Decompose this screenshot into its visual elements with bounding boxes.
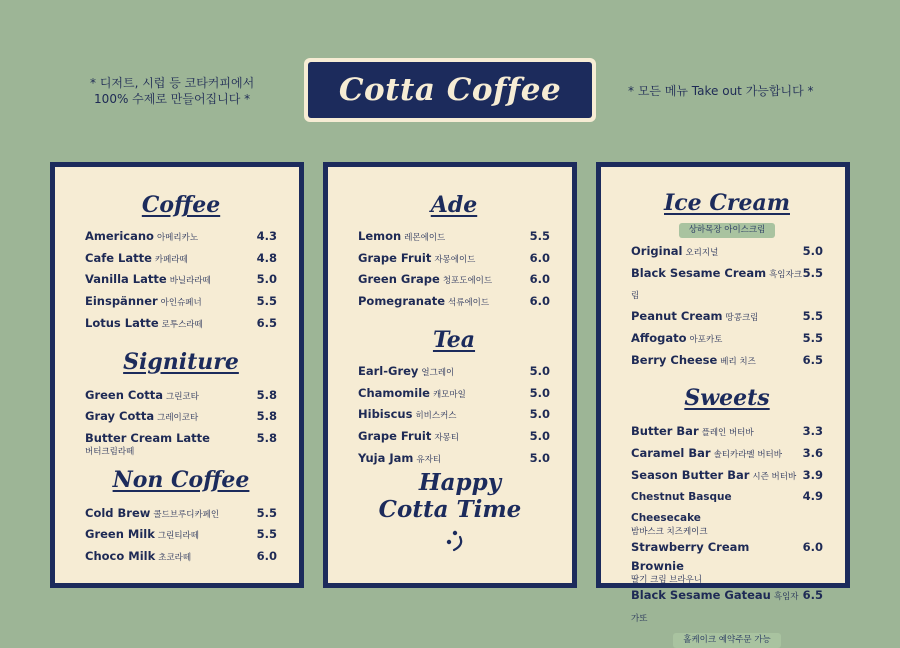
menu-item: Black Sesame Gateau 흑임자가또 6.5 [631,588,823,624]
menu-item: Pomegranate 석류에이드 6.0 [358,294,550,309]
menu-item: Einspänner 아인슈페너 5.5 [85,294,277,309]
menu-item: Green Grape 청포도에이드 6.0 [358,272,550,287]
menu-item: Earl-Grey 얼그레이 5.0 [358,363,550,378]
happy-cotta-time-script [328,469,572,523]
section-title-icecream: Ice Cream [664,190,790,216]
badge-icecream: 상하목장 아이스크림 [679,223,776,238]
section-title-noncoffee: Non Coffee [112,466,250,493]
section-title-ade: Ade [430,192,478,218]
menu-item: Gray Cotta 그레이코타 5.8 [85,409,277,424]
menu-item: Cafe Latte 카페라떼 4.8 [85,250,277,265]
section-title-signature: Signiture [123,348,239,375]
menu-item: Caramel Bar 솔티카라멜 버터바 3.6 [631,445,823,460]
menu-item: Chestnut Basque Cheesecake 밤바스크 치즈케이크 4.9 [631,489,823,537]
note-left-line1: * 디저트, 시럽 등 코타커피에서 [90,76,255,90]
menu-item: Season Butter Bar 시즌 버터바 3.9 [631,467,823,482]
menu-item: Choco Milk 초코라떼 6.0 [85,549,277,564]
header-note-right: * 모든 메뉴 Take out 가능합니다 * [628,84,814,98]
logo-badge [304,58,596,122]
menu-item: Chamomile 캐모마일 5.0 [358,385,550,400]
menu-item: Americano 아메리카노 4.3 [85,229,277,243]
menu-item: Peanut Cream 땅콩크림 5.5 [631,309,823,324]
header-note-left [90,75,254,107]
menu-item: Lotus Latte 로투스라떼 6.5 [85,315,277,330]
menu-item: Cold Brew 콜드브루디카페인 5.5 [85,505,277,520]
menu-item: Green Cotta 그린코타 5.8 [85,387,277,402]
menu-item: Vanilla Latte 바닐라라떼 5.0 [85,272,277,287]
logo-text: Cotta Coffee [338,72,562,108]
happy-line2: Cotta Time [378,496,522,523]
happy-line1: Happy [418,469,502,496]
menu-item: Green Milk 그린티라떼 5.5 [85,527,277,542]
menu-item: Original 오리지널 5.0 [631,244,823,258]
menu-item: Grape Fruit 자몽티 5.0 [358,428,550,443]
menu-item: Berry Cheese 베리 치즈 6.5 [631,352,823,367]
menu-card-inner [328,167,572,583]
menu-card-inner [601,167,845,645]
menu-card-ade-tea [323,162,577,588]
note-left-line2: 100% 수제로 만들어집니다 * [94,92,251,106]
menu-item: Lemon 레몬에이드 5.5 [358,229,550,243]
menu-card-inner [55,167,299,583]
menu-item: Butter Cream Latte 버터크림라떼 5.8 [85,430,277,457]
menu-card-coffee [50,162,304,588]
menu-item: Hibiscus 히비스커스 5.0 [358,407,550,422]
menu-item: Grape Fruit 자몽에이드 6.0 [358,250,550,265]
section-title-sweets: Sweets [684,385,770,412]
logo-panel [308,62,592,118]
menu-card-icecream-sweets [596,162,850,645]
menu-item: Affogato 아포카토 5.5 [631,330,823,345]
menu-item: Strawberry Cream Brownie 딸기 크림 브라우니 6.0 [631,539,823,586]
section-title-coffee: Coffee [141,192,221,218]
menu-item: Black Sesame Cream 흑임자크림 5.5 [631,265,823,302]
badge-sweets: 홀케이크 예약주문 가능 [673,633,781,648]
menu-item: Butter Bar 플레인 버터바 3.3 [631,424,823,439]
menu-item: Yuja Jam 유자티 5.0 [358,450,550,465]
section-title-tea: Tea [432,326,476,353]
smiley-icon [438,529,468,553]
